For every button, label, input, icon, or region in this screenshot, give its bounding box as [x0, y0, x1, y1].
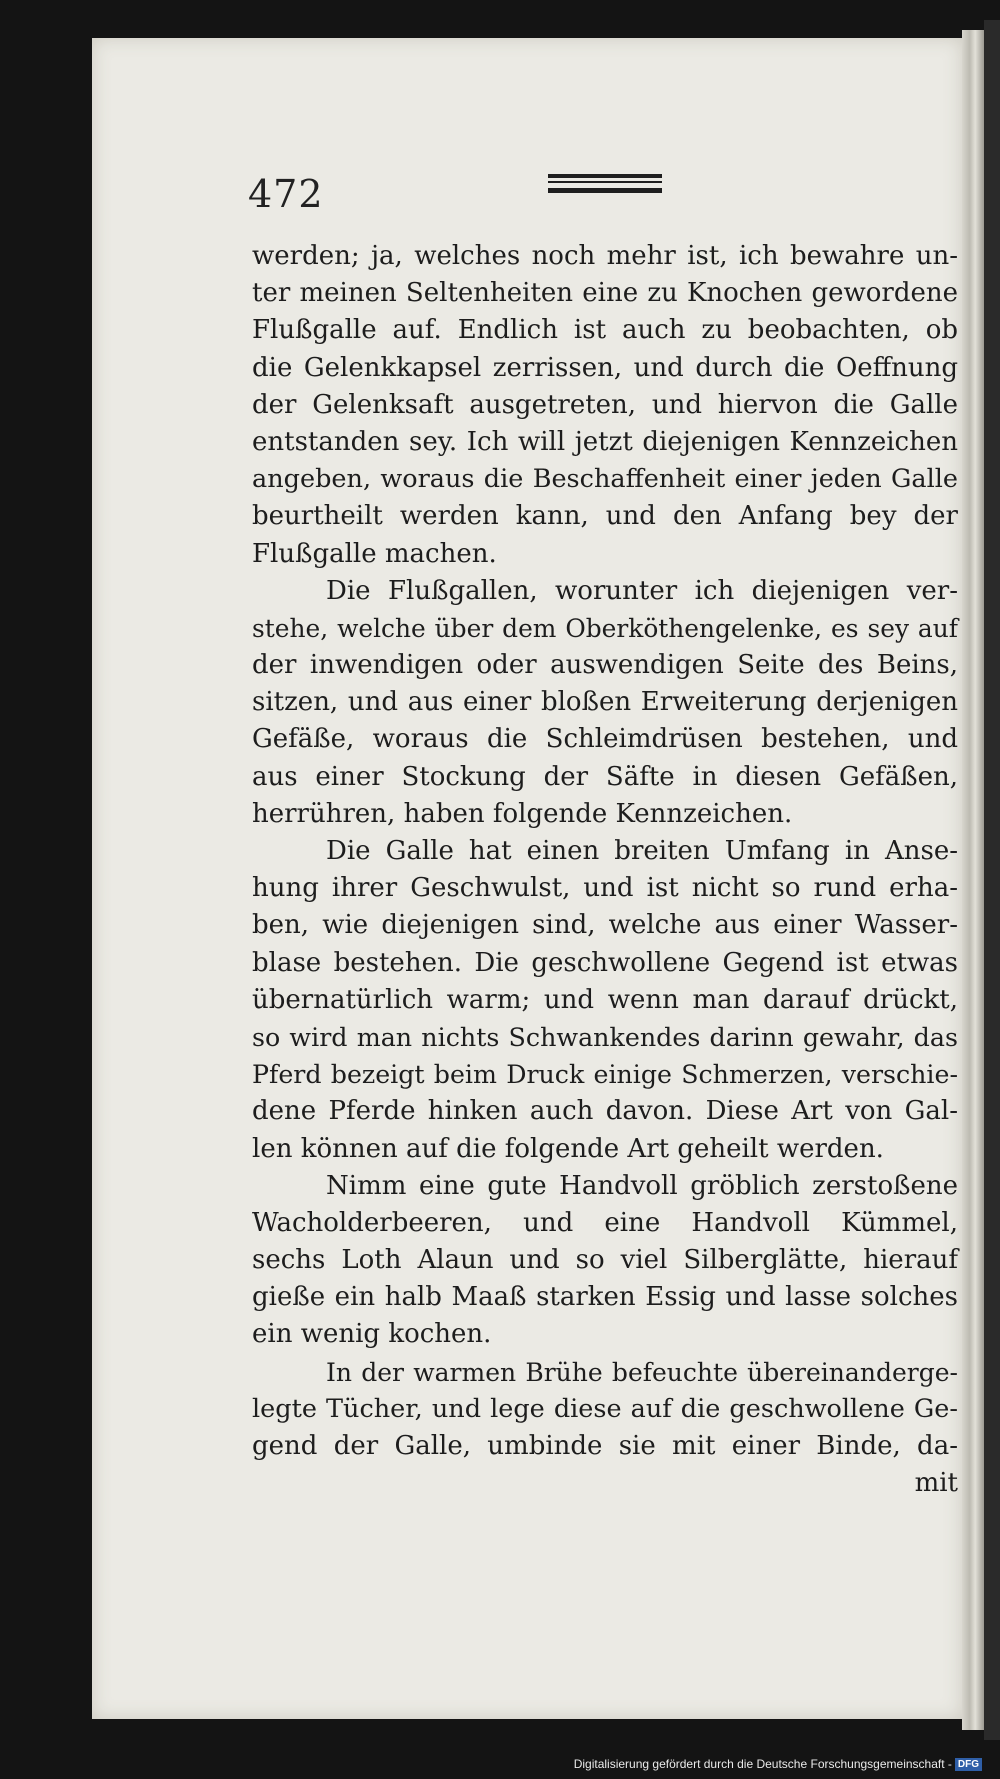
text-line: legte Tücher, und lege diese auf die geschwollene Ge-: [252, 1393, 958, 1424]
text-line: gieße ein halb Maaß starken Essig und lasse solches: [252, 1282, 958, 1313]
text-line: Flußgalle auf. Endlich ist auch zu beobachten, ob: [252, 315, 958, 346]
text-line: Wacholderbeeren, und eine Handvoll Kümmel,: [252, 1207, 958, 1238]
digitization-footer: [574, 1757, 982, 1771]
text-line: aus einer Stockung der Säfte in diesen Gefäßen,: [252, 761, 958, 792]
paragraph-start-line: Die Flußgallen, worunter ich diejenigen ver-: [326, 575, 958, 606]
text-line: Gefäße, woraus die Schleimdrüsen bestehen, und: [252, 724, 958, 755]
text-line: sitzen, und aus einer bloßen Erweiterung derjenigen: [252, 687, 958, 718]
text-line: ter meinen Seltenheiten eine zu Knochen gewordene: [252, 278, 958, 309]
dfg-logo: DFG: [955, 1758, 982, 1771]
text-line: gend der Galle, umbinde sie mit einer Binde, da-: [252, 1431, 958, 1461]
paragraph-start-line: In der warmen Brühe befeuchte übereinanderge-: [326, 1357, 958, 1387]
text-line: ein wenig kochen.: [252, 1319, 492, 1350]
header-rule-top: [548, 174, 662, 178]
book-edge: [984, 20, 1000, 1740]
body-text: [252, 238, 958, 1502]
text-line: entstanden sey. Ich will jetzt diejenigen Kennzeichen: [252, 426, 958, 457]
text-line: ben, wie diejenigen sind, welche aus einer Wasser-: [252, 910, 958, 941]
text-line: der inwendigen oder auswendigen Seite des Beins,: [252, 650, 958, 681]
text-line: werden; ja, welches noch mehr ist, ich bewahre un-: [252, 241, 958, 271]
text-line: blase bestehen. Die geschwollene Gegend ist etwas: [252, 947, 958, 978]
text-line: len können auf die folgende Art geheilt werden.: [252, 1133, 884, 1164]
text-line: Flußgalle machen.: [252, 538, 497, 569]
text-line: der Gelenksaft ausgetreten, und hiervon die Galle: [252, 389, 958, 420]
text-line: dene Pferde hinken auch davon. Diese Art von Gal-: [252, 1096, 958, 1127]
header-rule-middle: [548, 181, 662, 183]
footer-text: Digitalisierung gefördert durch die Deutsche Forschungsgemeinschaft -: [573, 1756, 952, 1771]
header-rule-bottom: [548, 188, 662, 193]
catchword: mit: [914, 1468, 958, 1499]
text-line: übernatürlich warm; und wenn man darauf drückt,: [252, 984, 958, 1015]
text-line: hung ihrer Geschwulst, und ist nicht so rund erha-: [252, 873, 958, 904]
text-line: sechs Loth Alaun und so viel Silberglätte, hierauf: [252, 1245, 958, 1276]
text-line: Pferd bezeigt beim Druck einige Schmerzen, verschie-: [252, 1060, 958, 1090]
text-line: stehe, welche über dem Oberköthengelenke, es sey auf: [252, 613, 958, 643]
text-line: angeben, woraus die Beschaffenheit einer jeden Galle: [252, 464, 958, 495]
paragraph-start-line: Die Galle hat einen breiten Umfang in Anse-: [326, 836, 958, 866]
text-line: herrühren, haben folgende Kennzeichen.: [252, 798, 793, 829]
text-line: beurtheilt werden kann, und den Anfang bey der: [252, 501, 958, 532]
paragraph-start-line: Nimm eine gute Handvoll gröblich zerstoßene: [326, 1170, 958, 1201]
text-line: so wird man nichts Schwankendes darinn gewahr, das: [252, 1021, 958, 1052]
page-edge: [962, 30, 984, 1730]
page-number: 472: [248, 172, 324, 216]
text-line: die Gelenkkapsel zerrissen, und durch die Oeffnung: [252, 352, 958, 383]
